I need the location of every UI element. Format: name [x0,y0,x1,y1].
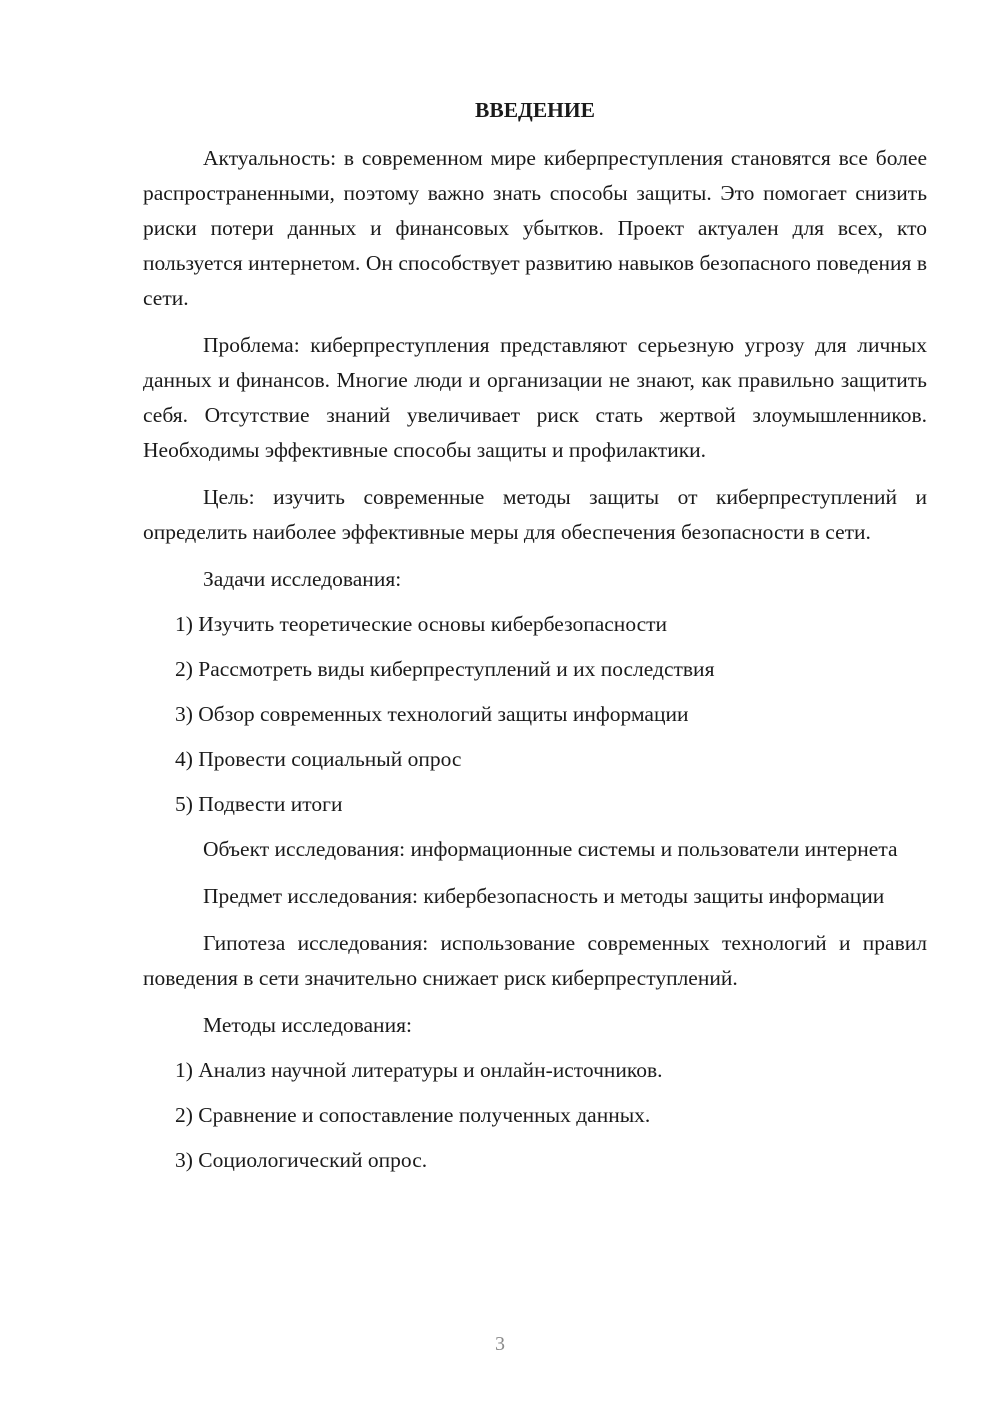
hypothesis-paragraph: Гипотеза исследования: использование современных технологий и правил поведения в сети значительно снижает риск киберпреступлений. [143,931,927,990]
tasks-list [143,607,927,822]
task-item: 3) Обзор современных технологий защиты информации [175,702,689,726]
subject-paragraph: Предмет исследования: кибербезопасность и методы защиты информации [203,884,885,908]
object-paragraph: Объект исследования: информационные системы и пользователи интернета [203,837,898,861]
methods-list [143,1053,927,1178]
document-page [143,95,927,1188]
method-item: 3) Социологический опрос. [175,1148,428,1172]
task-item: 2) Рассмотреть виды киберпреступлений и их последствия [175,657,715,681]
methods-heading: Методы исследования: [203,1013,412,1037]
relevance-paragraph: Актуальность: в современном мире киберпреступления становятся все более распространенными, поэтому важно знать способы защиты. Это помогает снизить риски потери данных и финансовых убытков. Проект актуален для всех, кто пользуется интернетом. Он способствует развитию навыков безопасного поведения в сети. [143,146,927,310]
problem-paragraph: Проблема: киберпреступления представляют серьезную угрозу для личных данных и финансов. Многие люди и организации не знают, как правильно защитить себя. Отсутствие знаний увеличивает риск стать жертвой злоумышленников. Необходимы эффективные способы защиты и профилактики. [143,333,927,462]
page-number: 3 [495,1333,505,1355]
tasks-heading: Задачи исследования: [203,567,402,591]
method-item: 1) Анализ научной литературы и онлайн-источников. [175,1058,663,1082]
goal-paragraph: Цель: изучить современные методы защиты от киберпреступлений и определить наиболее эффективные меры для обеспечения безопасности в сети. [143,485,927,544]
task-item: 5) Подвести итоги [175,792,343,816]
task-item: 1) Изучить теоретические основы кибербезопасности [175,612,668,636]
task-item: 4) Провести социальный опрос [175,747,462,771]
method-item: 2) Сравнение и сопоставление полученных данных. [175,1103,651,1127]
page-heading: ВВЕДЕНИЕ [475,98,595,122]
